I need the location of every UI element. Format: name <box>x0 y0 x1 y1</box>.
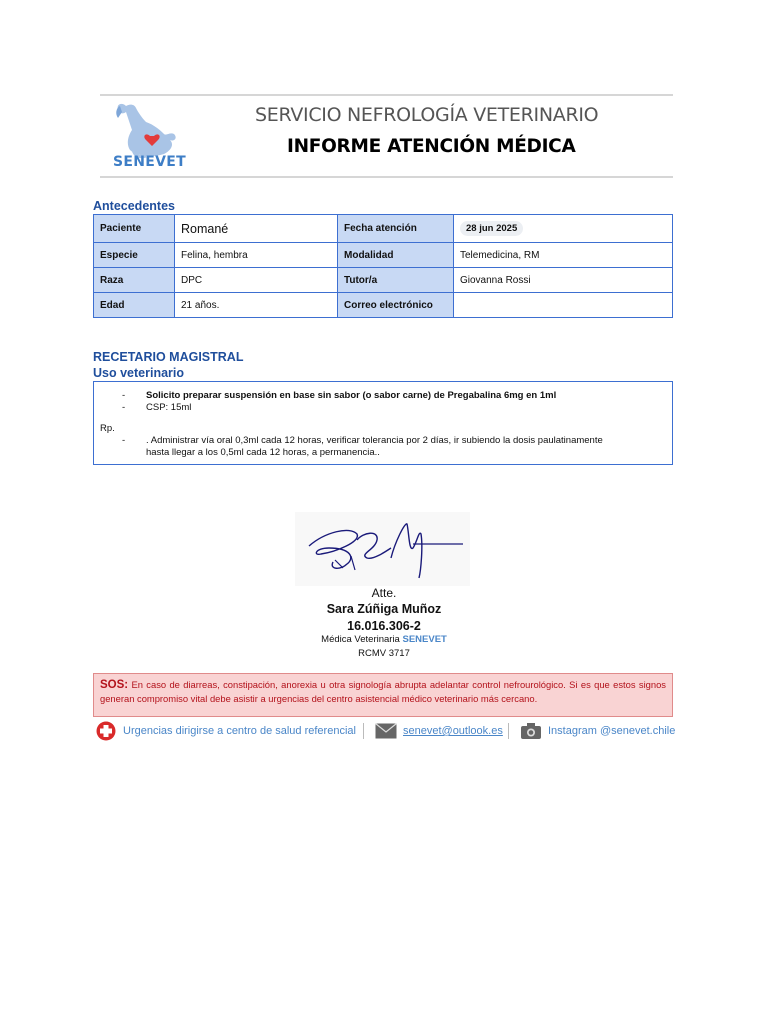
label-edad: Edad <box>94 293 175 318</box>
table-row <box>94 293 673 318</box>
role-brand: SENEVET <box>402 634 447 645</box>
service-subtitle: SERVICIO NEFROLOGÍA VETERINARIO <box>255 104 599 126</box>
label-modalidad: Modalidad <box>338 243 454 268</box>
signer-name: Sara Zúñiga Muñoz <box>326 602 442 616</box>
recetario-heading: RECETARIO MAGISTRAL <box>93 350 244 364</box>
emergency-info <box>96 717 356 745</box>
report-header <box>100 94 673 178</box>
instagram-text[interactable]: Instagram @senevet.chile <box>548 725 676 737</box>
value-tutor: Giovanna Rossi <box>454 268 673 293</box>
signer-rcmv: RCMV 3717 <box>358 648 410 659</box>
value-paciente <box>175 215 338 243</box>
signature-image <box>295 512 470 586</box>
bullet-dash: - <box>122 402 126 413</box>
prescription-box <box>93 381 673 465</box>
patient-name: Romané <box>181 221 229 236</box>
antecedentes-table <box>93 214 673 318</box>
value-raza: DPC <box>175 268 338 293</box>
medical-cross-icon <box>96 721 116 741</box>
camera-icon <box>520 722 542 740</box>
bullet-dash: - <box>122 435 126 446</box>
email-contact[interactable] <box>375 717 503 745</box>
value-correo <box>454 293 673 318</box>
bullet-dash: - <box>122 390 126 401</box>
divider <box>508 723 509 739</box>
rp-label: Rp. <box>100 423 115 434</box>
contact-footer <box>96 717 676 745</box>
role-text: Médica Veterinaria <box>321 634 400 645</box>
table-row <box>94 215 673 243</box>
antecedentes-heading: Antecedentes <box>93 199 175 213</box>
divider <box>363 723 364 739</box>
value-especie: Felina, hembra <box>175 243 338 268</box>
date-chip: 28 jun 2025 <box>460 221 523 236</box>
closing-atte: Atte. <box>371 586 397 600</box>
prescription-line-3b: hasta llegar a los 0,5ml cada 12 horas, a permanencia.. <box>146 447 380 458</box>
envelope-icon <box>375 723 397 739</box>
table-row <box>94 268 673 293</box>
table-row <box>94 243 673 268</box>
recetario-subheading: Uso veterinario <box>93 366 185 380</box>
report-title: INFORME ATENCIÓN MÉDICA <box>287 136 576 157</box>
sos-notice <box>93 673 673 717</box>
signature-icon <box>295 512 470 586</box>
value-fecha <box>454 215 673 243</box>
label-especie: Especie <box>94 243 175 268</box>
logo-text: SENEVET <box>113 154 186 170</box>
sos-label: SOS: <box>100 679 129 691</box>
prescription-line-2: CSP: 15ml <box>146 402 192 413</box>
emergency-text: Urgencias dirigirse a centro de salud referencial <box>123 725 356 737</box>
label-tutor: Tutor/a <box>338 268 454 293</box>
prescription-line-1: Solicito preparar suspensión en base sin sabor (o sabor carne) de Pregabalina 6mg en 1ml <box>146 390 557 401</box>
label-fecha: Fecha atención <box>338 215 454 243</box>
label-correo: Correo electrónico <box>338 293 454 318</box>
label-paciente: Paciente <box>94 215 175 243</box>
signer-rut: 16.016.306-2 <box>347 619 421 633</box>
instagram-contact[interactable] <box>520 717 675 745</box>
email-link[interactable]: senevet@outlook.es <box>403 725 503 737</box>
prescription-line-3a: . Administrar vía oral 0,3ml cada 12 horas, verificar tolerancia por 2 días, ir subiendo la dosis paulatinamente <box>146 435 603 446</box>
value-edad: 21 años. <box>175 293 338 318</box>
signer-role <box>0 634 768 645</box>
sos-text: En caso de diarreas, constipación, anorexia u otra signología abrupta adelantar control nefrourológico. Si es que estos signos generan compromiso vital debe asistir a urgencias del centro asistencial médico veterinario más cercano. <box>100 679 666 704</box>
label-raza: Raza <box>94 268 175 293</box>
value-modalidad: Telemedicina, RM <box>454 243 673 268</box>
